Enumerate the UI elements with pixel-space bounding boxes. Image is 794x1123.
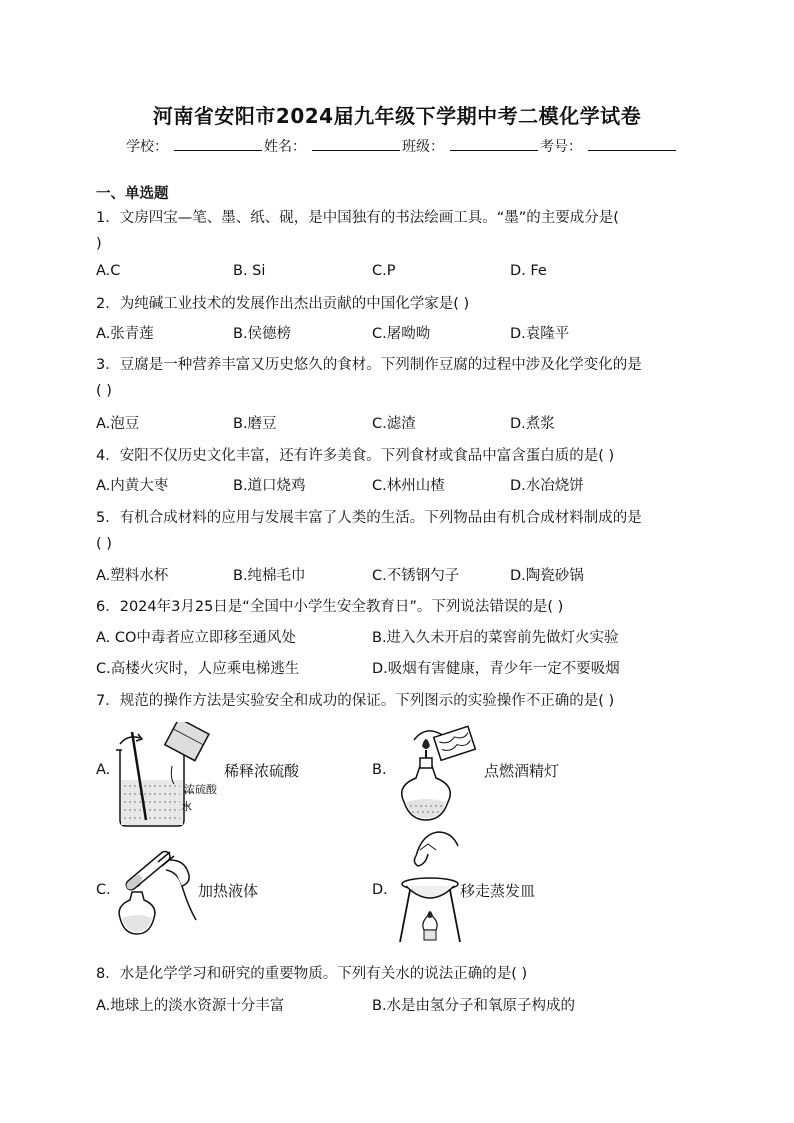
q3-option-d: D.煮浆 [510,416,555,432]
q6-option-d: D.吸烟有害健康，青少年一定不要吸烟 [372,661,620,677]
q4-option-b: B.道口烧鸡 [233,478,306,494]
q4-option-d: D.水冶烧饼 [510,478,584,494]
question-8-stem: 8．水是化学学习和研究的重要物质。下列有关水的说法正确的是( ) [96,966,528,982]
water-label: 水 [181,800,192,813]
school-blank [174,136,262,151]
q8-option-b: B.水是由氢分子和氧原子构成的 [372,998,576,1014]
question-3-stem-cont: ( ) [96,383,112,399]
q3-option-a: A.泡豆 [96,416,140,432]
evaporating-dish-illustration [390,826,470,944]
q5-option-c: C.不锈钢勺子 [372,568,460,584]
q6-option-c: C.高楼火灾时，人应乘电梯逃生 [96,661,300,677]
q6-option-b: B.进入久未开启的菜窖前先做灯火实验 [372,630,619,646]
q7-figure-a-letter: A. [96,762,111,778]
q2-option-d: D.袁隆平 [510,326,570,342]
exam-number-blank [588,136,676,151]
question-4-stem: 4．安阳不仅历史文化丰富，还有许多美食。下列食材或食品中富含蛋白质的是( ) [96,448,615,464]
question-1-stem-cont: ) [96,236,102,252]
question-2-stem: 2．为纯碱工业技术的发展作出杰出贡献的中国化学家是( ) [96,296,470,312]
section-heading: 一、单选题 [96,186,169,202]
q7-figure-c-letter: C. [96,882,111,898]
question-7-stem: 7．规范的操作方法是实验安全和成功的保证。下列图示的实验操作不正确的是( ) [96,693,615,709]
name-blank [312,136,400,151]
question-5-stem-cont: ( ) [96,536,112,552]
q1-option-c: C.P [372,263,396,279]
q1-option-a: A.C [96,263,121,279]
q2-option-c: C.屠呦呦 [372,326,431,342]
q7-figure-a-label: 稀释浓硫酸 [224,762,300,780]
exam-title: 河南省安阳市2024届九年级下学期中考二模化学试卷 [152,104,642,128]
question-3-stem: 3．豆腐是一种营养丰富又历史悠久的食材。下列制作豆腐的过程中涉及化学变化的是 [96,357,642,373]
q5-option-a: A.塑料水杯 [96,568,169,584]
alcohol-lamp-illustration [386,722,486,830]
acid-label: 浓硫酸 [184,783,217,796]
q7-figure-b-letter: B. [372,762,387,778]
q1-option-b: B. Si [233,263,266,279]
test-tube-heating-illustration [108,842,200,942]
class-blank [450,136,538,151]
exam-number-label: 考号： [540,139,582,155]
q1-option-d: D. Fe [510,263,547,279]
name-label: 姓名： [264,139,306,155]
q8-option-a: A.地球上的淡水资源十分丰富 [96,998,285,1014]
q6-option-a: A. CO中毒者应立即移至通风处 [96,630,296,646]
student-info-row [126,136,678,156]
q3-option-b: B.磨豆 [233,416,277,432]
question-6-stem: 6．2024年3月25日是“全国中小学生安全教育日”。下列说法错误的是( ) [96,599,564,615]
q3-option-c: C.滤渣 [372,416,416,432]
question-5-stem: 5．有机合成材料的应用与发展丰富了人类的生活。下列物品由有机合成材料制成的是 [96,510,642,526]
school-label: 学校： [126,139,168,155]
beaker-acid-illustration [108,722,228,832]
q5-option-d: D.陶瓷砂锅 [510,568,584,584]
q4-option-c: C.林州山楂 [372,478,445,494]
q7-figure-c-label: 加热液体 [198,882,259,900]
question-1-stem: 1．文房四宝—笔、墨、纸、砚，是中国独有的书法绘画工具。“墨”的主要成分是( [96,210,619,226]
class-label: 班级： [402,139,444,155]
q2-option-a: A.张青莲 [96,326,154,342]
q7-figure-b-label: 点燃酒精灯 [484,762,560,780]
q7-figure-d-label: 移走蒸发皿 [460,882,536,900]
q7-figure-d-letter: D. [372,882,388,898]
q4-option-a: A.内黄大枣 [96,478,169,494]
q5-option-b: B.纯棉毛巾 [233,568,306,584]
q2-option-b: B.侯德榜 [233,326,292,342]
